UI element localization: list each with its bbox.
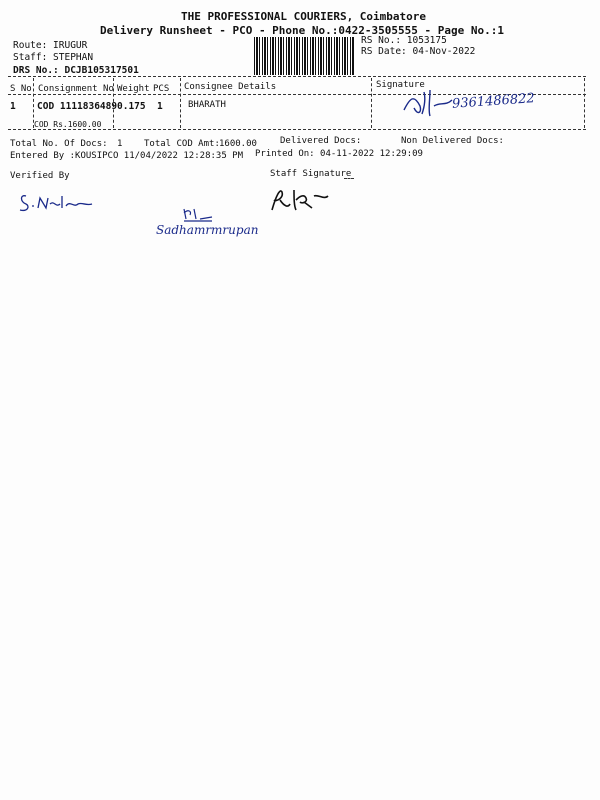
col-header-signature: Signature [376,80,425,90]
col-header-consignee: Consignee Details [184,82,277,92]
col-divider [371,78,372,128]
handwritten-name: Sadhamrmrupan [156,223,259,237]
row-consignment: COD 1111836489 [37,101,118,112]
staff-signature-label: Staff Signature [270,169,352,179]
drs-number: DRS No.: DCJB105317501 [13,65,139,76]
col-header-weight: Weight [117,84,150,94]
staff-label: Staff: STEPHAN [13,52,94,63]
printed-on: Printed On: 04-11-2022 12:29:09 [255,149,423,159]
signature-line [344,178,354,179]
total-cod-label: Total COD Amt: [144,139,220,149]
table-top-rule [8,76,586,77]
table-bottom-rule [8,129,586,130]
route-label: Route: IRUGUR [13,40,88,51]
col-divider [584,78,585,128]
company-title: THE PROFESSIONAL COURIERS, Coimbatore [181,10,427,23]
verifier-signature [18,192,98,214]
row-weight: 0.175 [117,101,146,112]
initials-mark [182,207,222,223]
runsheet-title: Delivery Runsheet - PCO - Phone No.:0422-3505555 - Page No.:1 [100,24,504,37]
row-sno: 1 [10,101,16,112]
recipient-signature [400,88,460,120]
total-docs-value: 1 [117,139,123,149]
entered-by: Entered By :KOUSIPCO 11/04/2022 12:28:35 PM [10,151,243,161]
rs-number: RS No.: 1053175 [361,35,447,46]
verified-by-label: Verified By [10,171,70,181]
row-pcs: 1 [157,101,163,112]
staff-signature [266,186,336,214]
barcode [254,37,354,75]
col-header-sno: S No [10,84,32,94]
col-header-consignment: Consignment No [38,84,114,94]
col-divider [180,78,181,128]
row-consignee: BHARATH [188,100,226,110]
non-delivered-docs-label: Non Delivered Docs: [401,136,504,146]
handwritten-phone: 9361486822 [451,91,536,112]
col-header-pcs: PCS [153,84,170,94]
delivered-docs-label: Delivered Docs: [280,136,362,146]
rs-date: RS Date: 04-Nov-2022 [361,46,476,57]
row-cod-amount: COD Rs.1600.00 [34,120,102,129]
total-cod-value: 1600.00 [219,139,257,149]
total-docs-label: Total No. Of Docs: [10,139,108,149]
